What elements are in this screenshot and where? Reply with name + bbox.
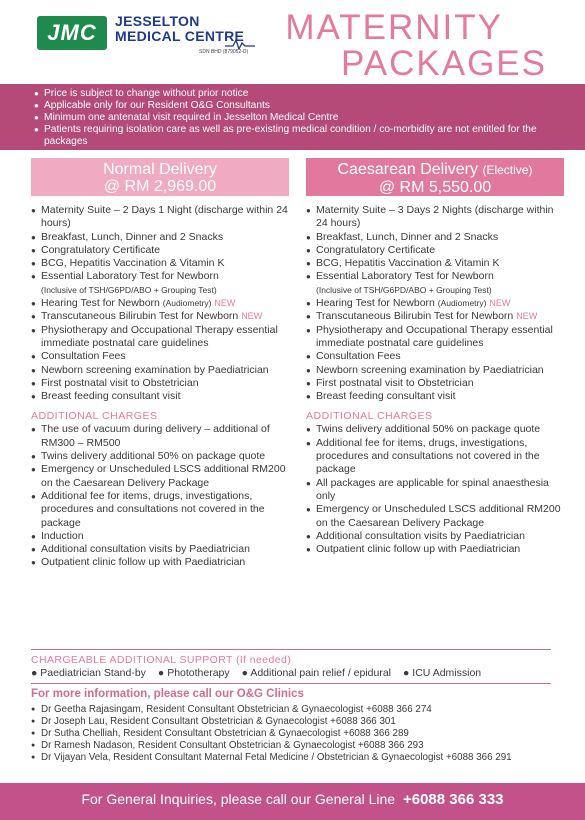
inclusion-note: (Audiometry) (437, 298, 487, 309)
inclusion-item (31, 257, 289, 270)
inclusion-item (31, 231, 289, 244)
inclusion-text: Consultation Fees (316, 350, 401, 363)
doctor-contact-item: ● Dr Joseph Lau, Resident Consultant Obstetrician & Gynaecologist +6088 366 301 (31, 716, 561, 728)
inclusion-text: Breakfast, Lunch, Dinner and 2 Snacks (41, 230, 224, 243)
inclusion-item (31, 204, 289, 231)
inclusion-text: First postnatal visit to Obstetrician (316, 376, 474, 389)
additional-charge-item: ● The use of vacuum during delivery – additional of RM300 – RM500 (31, 423, 289, 450)
caesarean-additional-list (306, 423, 564, 556)
general-line-phone[interactable]: +6088 366 333 (402, 791, 504, 808)
inclusion-subnote: (Inclusive of TSH/G6PD/ABO + Grouping Test) (316, 284, 492, 295)
normal-delivery-package (31, 158, 289, 570)
support-heading: CHARGEABLE ADDITIONAL SUPPORT (If needed) (31, 654, 292, 666)
inclusion-text: Breast feeding consultant visit (316, 390, 456, 403)
new-badge: NEW (516, 311, 538, 322)
inclusion-text: Breakfast, Lunch, Dinner and 2 Snacks (316, 230, 499, 243)
inclusion-item (306, 350, 564, 363)
additional-charge-item: ● Outpatient clinic follow up with Paediatrician (31, 556, 289, 569)
caesarean-name-suffix: (Elective) (482, 163, 533, 177)
inclusion-item (31, 270, 289, 297)
support-item: ● Paediatrician Stand-by (31, 667, 146, 679)
additional-charge-item: ● Twins delivery additional 50% on package quote (306, 423, 564, 436)
inclusion-item (306, 364, 564, 377)
caesarean-inclusions-list (306, 204, 564, 403)
inclusion-item (306, 390, 564, 403)
page-title-line2: PACKAGES (341, 44, 547, 83)
additional-charge-item: ● Emergency or Unscheduled LSCS additional RM200 on the Caesarean Delivery Package (31, 463, 289, 490)
normal-additional-heading: ADDITIONAL CHARGES (31, 410, 158, 423)
new-badge: NEW (214, 298, 236, 309)
support-item-text: Paediatrician Stand-by (40, 667, 146, 679)
inclusion-item (306, 310, 564, 323)
inclusion-item (31, 350, 289, 363)
logo-name-line2: MEDICAL CENTRE (115, 28, 245, 44)
support-list (31, 666, 551, 680)
inclusion-item (306, 297, 564, 310)
inclusion-text: Transcutaneous Bilirubin Test for Newborn (41, 310, 239, 323)
inclusion-subnote: (Inclusive of TSH/G6PD/ABO + Grouping Test) (41, 284, 217, 295)
notice-band (0, 84, 585, 150)
additional-charge-item: ● Additional fee for items, drugs, investigations, procedures and consultations not covered in the package (31, 490, 289, 530)
additional-charge-item: ● Additional consultation visits by Paediatrician (306, 530, 564, 543)
additional-charge-item: ● Additional fee for items, drugs, investigations, procedures and consultations not covered in the package (306, 437, 564, 477)
inclusion-text: Hearing Test for Newborn (316, 297, 435, 310)
additional-charge-item: ● Induction (31, 530, 289, 543)
inclusion-text: First postnatal visit to Obstetrician (41, 376, 199, 389)
doctor-list (31, 704, 561, 764)
header (0, 0, 585, 84)
additional-support-section (31, 649, 551, 680)
inclusion-item (31, 377, 289, 390)
caesarean-delivery-name (306, 161, 564, 179)
support-item: ● Phototherapy (157, 667, 230, 679)
support-item-text: Additional pain relief / epidural (250, 667, 392, 679)
support-item-text: Phototherapy (167, 667, 230, 679)
inclusion-text: Maternity Suite – 3 Days 2 Nights (discharge within 24 hours) (316, 204, 554, 230)
inclusion-item (31, 390, 289, 403)
contacts-section (31, 688, 561, 764)
logo-mark (37, 16, 107, 50)
section-divider (31, 683, 551, 684)
caesarean-name-text: Caesarean Delivery (337, 161, 479, 178)
inclusion-item (306, 377, 564, 390)
inclusion-item (31, 310, 289, 323)
inclusion-item (306, 244, 564, 257)
logo-name-line1: JESSELTON (115, 13, 200, 29)
contacts-heading: For more information, please call our O&G Clinics (31, 688, 304, 700)
normal-delivery-name: Normal Delivery (103, 161, 217, 178)
inclusion-item (306, 231, 564, 244)
notice-item: ● Minimum one antenatal visit required in Jesselton Medical Centre (34, 112, 551, 124)
additional-charge-item: ● Twins delivery additional 50% on package quote (31, 450, 289, 463)
notice-item: ● Patients requiring isolation care as well as pre-existing medical condition / co-morbidity are not entitled for the packages (34, 124, 551, 148)
additional-charge-item: ● Outpatient clinic follow up with Paediatrician (306, 543, 564, 556)
normal-delivery-header (31, 158, 289, 196)
inclusion-item (31, 244, 289, 257)
inclusion-text: Maternity Suite – 2 Days 1 Night (discharge within 24 hours) (41, 204, 288, 230)
notice-item: ● Applicable only for our Resident O&G Consultants (34, 100, 551, 112)
footer-band (0, 783, 585, 820)
footer-text: For General Inquiries, please call our General Line (81, 791, 396, 807)
inclusion-item (306, 324, 564, 351)
doctor-contact-item: ● Dr Sutha Chelliah, Resident Consultant Obstetrician & Gynaecologist +6088 366 289 (31, 728, 561, 740)
caesarean-delivery-price: @ RM 5,550.00 (378, 179, 492, 196)
caesarean-delivery-header (306, 158, 564, 196)
inclusion-text: Congratulatory Certificate (41, 243, 161, 256)
normal-inclusions-list (31, 204, 289, 403)
doctor-contact-item: ● Dr Ramesh Nadason, Resident Consultant Obstetrician & Gynaecologist +6088 366 293 (31, 740, 561, 752)
page-title-line1: MATERNITY (285, 8, 503, 47)
logo-registration: SDN BHD (879052-D) (199, 49, 249, 55)
inclusion-text: Essential Laboratory Test for Newborn (316, 270, 494, 283)
logo-mark-text: JMC (47, 20, 97, 45)
inclusion-text: Physiotherapy and Occupational Therapy essential immediate postnatal care guidelines (41, 323, 278, 349)
new-badge: NEW (489, 298, 511, 309)
inclusion-item (306, 270, 564, 297)
inclusion-text: BCG, Hepatitis Vaccination & Vitamin K (316, 257, 500, 270)
jmc-logo (37, 14, 267, 54)
additional-charge-item: ● Emergency or Unscheduled LSCS additional RM200 on the Caesarean Delivery Package (306, 503, 564, 530)
inclusion-item (306, 257, 564, 270)
inclusion-text: Newborn screening examination by Paediatrician (41, 363, 269, 376)
inclusion-item (31, 297, 289, 310)
support-item: ● ICU Admission (403, 667, 482, 679)
support-item: ● Additional pain relief / epidural (241, 667, 392, 679)
inclusion-text: Physiotherapy and Occupational Therapy essential immediate postnatal care guidelines (316, 323, 553, 349)
normal-delivery-price: @ RM 2,969.00 (103, 178, 217, 195)
inclusion-note: (Audiometry) (162, 298, 212, 309)
inclusion-text: BCG, Hepatitis Vaccination & Vitamin K (41, 257, 225, 270)
additional-charge-item: ● Additional consultation visits by Paediatrician (31, 543, 289, 556)
inclusion-item (31, 364, 289, 377)
inclusion-text: Newborn screening examination by Paediatrician (316, 363, 544, 376)
caesarean-additional-heading: ADDITIONAL CHARGES (306, 410, 433, 423)
caesarean-delivery-package (306, 158, 564, 556)
additional-charge-item: ● All packages are applicable for spinal anaesthesia only (306, 477, 564, 504)
doctor-contact-item: ● Dr Vijayan Vela, Resident Consultant Maternal Fetal Medicine / Obstetrician & Gynaecologist +6088 366 291 (31, 752, 561, 764)
doctor-contact-item: ● Dr Geetha Rajasingam, Resident Consultant Obstetrician & Gynaecologist +6088 366 274 (31, 704, 561, 716)
inclusion-text: Breast feeding consultant visit (41, 390, 181, 403)
inclusion-text: Transcutaneous Bilirubin Test for Newborn (316, 310, 514, 323)
inclusion-text: Congratulatory Certificate (316, 243, 436, 256)
inclusion-text: Hearing Test for Newborn (41, 297, 160, 310)
inclusion-item (31, 324, 289, 351)
new-badge: NEW (241, 311, 263, 322)
notice-item: ● Price is subject to change without prior notice (34, 88, 551, 100)
support-item-text: ICU Admission (412, 667, 482, 679)
normal-additional-list (31, 423, 289, 569)
inclusion-text: Essential Laboratory Test for Newborn (41, 270, 219, 283)
inclusion-item (306, 204, 564, 231)
inclusion-text: Consultation Fees (41, 350, 126, 363)
